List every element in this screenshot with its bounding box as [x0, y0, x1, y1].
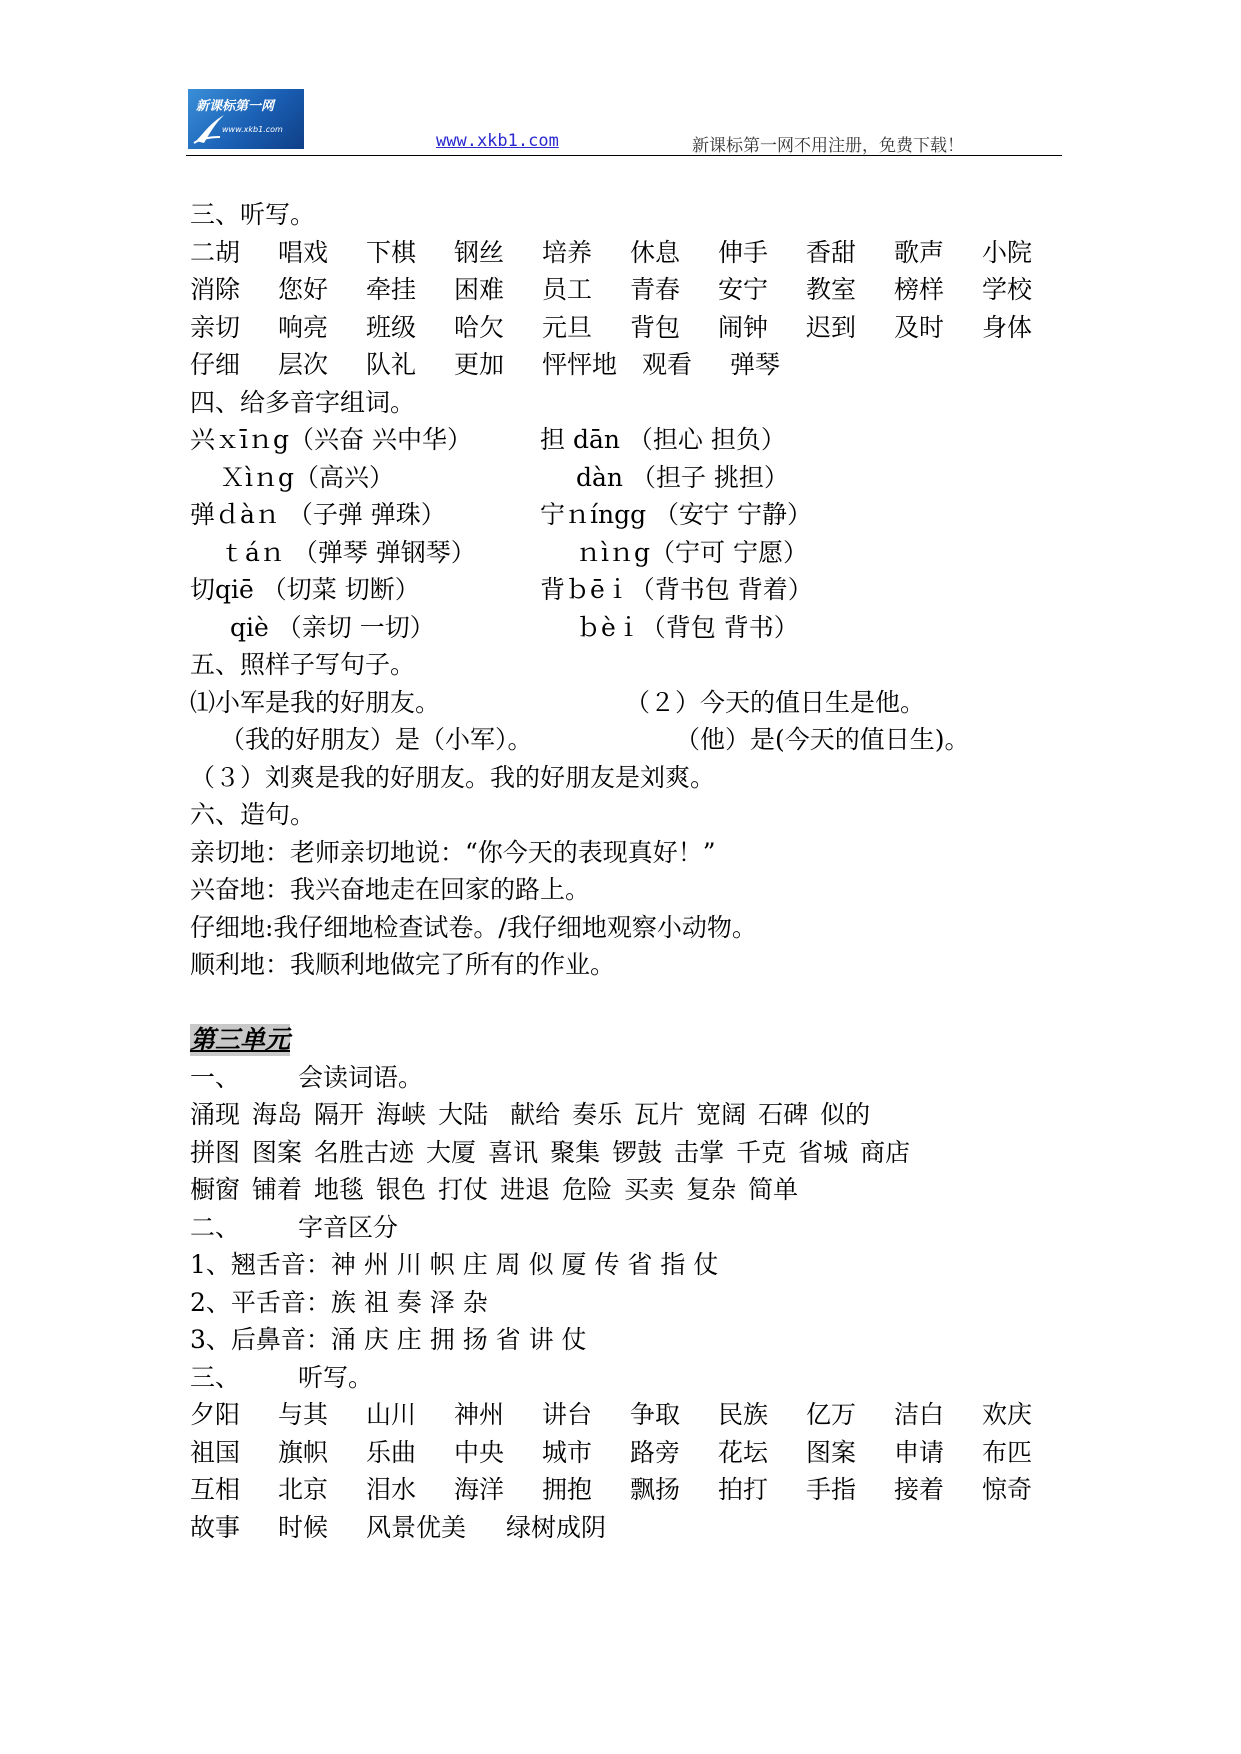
sentence: （我的好朋友）是（小军）。	[220, 725, 533, 754]
sentence-line	[190, 684, 1070, 722]
word: 简单	[748, 1175, 799, 1204]
word: 锣鼓	[612, 1137, 663, 1167]
word: 员工	[542, 275, 593, 304]
sentence: 顺利地：我顺利地做完了所有的作业。	[190, 950, 616, 979]
word: 石碑	[758, 1100, 809, 1129]
word: 怦怦地	[542, 350, 618, 379]
polyphone-line	[190, 459, 1070, 497]
polyphone-right: dàn （担子 挑担）	[576, 462, 789, 492]
polyphone-left: ｔáｎ （弹琴 弹钢琴）	[220, 537, 476, 567]
word: 青春	[630, 275, 681, 304]
word: 哈欠	[454, 312, 505, 342]
word: 小院	[982, 237, 1033, 267]
word: 拍打	[718, 1475, 769, 1504]
polyphone-line	[190, 421, 1070, 459]
polyphone-line	[190, 534, 1070, 572]
word: 学校	[982, 275, 1033, 304]
word: 讲台	[542, 1400, 593, 1429]
word: 与其	[278, 1400, 329, 1429]
word: 伸手	[718, 237, 769, 267]
word-row	[190, 1171, 1070, 1209]
word: 惊奇	[982, 1475, 1033, 1504]
polyphone-line	[190, 609, 1070, 647]
word: 商店	[860, 1137, 911, 1167]
word: 路旁	[630, 1437, 681, 1467]
word: 打仗	[438, 1175, 489, 1204]
word: 消除	[190, 275, 241, 304]
word: 牵挂	[366, 275, 417, 304]
word: 泪水	[366, 1475, 417, 1504]
sound-line: 3、后鼻音：涌 庆 庄 拥 扬 省 讲 仗	[190, 1325, 587, 1354]
section-heading	[190, 1059, 1070, 1097]
word: 涌现	[190, 1100, 241, 1129]
word: 仔细	[190, 350, 241, 379]
word: 宽阔	[696, 1100, 747, 1129]
word: 及时	[894, 312, 945, 342]
word-row	[190, 309, 1070, 347]
unit-title: 第三单元	[190, 1025, 291, 1054]
word: 闹钟	[718, 312, 769, 342]
sentence-line	[190, 721, 1070, 759]
polyphone-left: 切qiē （切菜 切断）	[190, 575, 420, 604]
polyphone-right: ｎìｎg（宁可 宁愿）	[576, 537, 808, 567]
heading-text: 听写。	[298, 1362, 374, 1392]
word: 故事	[190, 1512, 241, 1542]
word: 名胜古迹	[314, 1137, 415, 1167]
word: 海洋	[454, 1475, 505, 1504]
word: 神州	[454, 1400, 505, 1429]
word: 争取	[630, 1400, 681, 1429]
word: 击掌	[674, 1137, 725, 1167]
section-heading: 五、照样子写句子。	[190, 650, 416, 679]
word: 风景优美	[366, 1512, 467, 1542]
word: 城市	[542, 1437, 593, 1467]
word: 困难	[454, 275, 505, 304]
word: 献给	[510, 1100, 561, 1129]
polyphone-right: 背ｂēｉ（背书包 背着）	[540, 575, 813, 604]
word: 海峡	[376, 1100, 427, 1129]
word: 布匹	[982, 1437, 1033, 1467]
word: 唱戏	[278, 237, 329, 267]
word: 大厦	[426, 1137, 477, 1167]
word: 下棋	[366, 237, 417, 267]
word: 橱窗	[190, 1175, 241, 1204]
heading-text: 会读词语。	[298, 1062, 424, 1092]
polyphone-line	[190, 496, 1070, 534]
sound-line: 2、平舌音：族 祖 奏 泽 杂	[190, 1287, 488, 1317]
word: 亲切	[190, 312, 241, 342]
unit-title-line	[190, 1021, 1070, 1059]
word: 花坛	[718, 1437, 769, 1467]
word: 聚集	[550, 1137, 601, 1167]
document-body	[190, 196, 1070, 1546]
sentence: （他）是(今天的值日生)。	[675, 725, 970, 754]
word: 铺着	[252, 1175, 303, 1204]
word: 休息	[630, 237, 681, 267]
word-row	[190, 346, 1070, 384]
word-row	[190, 1396, 1070, 1434]
word: 图案	[252, 1137, 303, 1167]
word: 层次	[278, 350, 329, 379]
polyphone-right: 宁ｎíngg （安宁 宁静）	[540, 500, 812, 529]
word: 似的	[820, 1100, 871, 1129]
word: 乐曲	[366, 1437, 417, 1467]
word: 民族	[718, 1400, 769, 1429]
polyphone-left: 兴ｘīｎg（兴奋 兴中华）	[190, 425, 472, 454]
polyphone-right: 担 dān （担心 担负）	[540, 425, 786, 454]
logo-text: 新课标第一网	[196, 99, 275, 114]
word: 队礼	[366, 350, 417, 379]
sound-line: 1、翘舌音：神 州 川 帜 庄 周 似 厦 传 省 指 仗	[190, 1250, 719, 1279]
word: 拼图	[190, 1137, 241, 1167]
polyphone-left: qiè （亲切 一切）	[230, 612, 435, 642]
word: 亿万	[806, 1400, 857, 1429]
heading-number: 二、	[190, 1212, 241, 1242]
word: 夕阳	[190, 1400, 241, 1429]
section-heading: 六、造句。	[190, 800, 316, 829]
word: 申请	[894, 1437, 945, 1467]
section-heading: 四、给多音字组词。	[190, 387, 416, 417]
word: 山川	[366, 1400, 417, 1429]
heading-text: 字音区分	[298, 1212, 399, 1242]
word: 海岛	[252, 1100, 303, 1129]
word: 互相	[190, 1475, 241, 1504]
word: 瓦片	[634, 1100, 685, 1129]
word: 欢庆	[982, 1400, 1033, 1429]
section-heading	[190, 1209, 1070, 1247]
polyphone-left: 弹ｄàｎ （子弹 弹珠）	[190, 500, 446, 529]
word: 进退	[500, 1175, 551, 1204]
word: 教室	[806, 275, 857, 304]
word: 千克	[736, 1137, 787, 1167]
sentence: 仔细地:我仔细地检查试卷。/我仔细地观察小动物。	[190, 912, 757, 942]
word: 飘扬	[630, 1475, 681, 1504]
word: 祖国	[190, 1437, 241, 1467]
word-row	[190, 1434, 1070, 1472]
word: 大陆	[438, 1100, 489, 1129]
word: 培养	[542, 237, 593, 267]
word: 响亮	[278, 312, 329, 342]
word: 喜讯	[488, 1137, 539, 1167]
word: 迟到	[806, 312, 857, 342]
heading-number: 三、	[190, 1362, 241, 1392]
word: 元旦	[542, 312, 593, 342]
word: 二胡	[190, 237, 241, 267]
site-logo	[188, 89, 304, 149]
word: 拥抱	[542, 1475, 593, 1504]
word: 观看	[642, 350, 693, 379]
word: 买卖	[624, 1175, 675, 1204]
header-link[interactable]: www.xkb1.com	[436, 131, 559, 151]
word: 银色	[376, 1175, 427, 1204]
section-heading	[190, 1359, 1070, 1397]
sentence: 兴奋地：我兴奋地走在回家的路上。	[190, 875, 591, 904]
word: 背包	[630, 312, 681, 342]
header-rule	[186, 155, 1062, 156]
spacer	[190, 984, 1070, 1022]
polyphone-right: ｂèｉ（背包 背书）	[576, 612, 799, 642]
word: 安宁	[718, 275, 769, 304]
word: 弹琴	[730, 350, 781, 379]
word-row	[190, 1096, 1070, 1134]
word: 您好	[278, 275, 329, 304]
word: 北京	[278, 1475, 329, 1504]
word: 复杂	[686, 1175, 737, 1204]
sentence: ⑴小军是我的好朋友。	[190, 687, 441, 717]
word: 地毯	[314, 1175, 365, 1204]
word: 身体	[982, 312, 1033, 342]
heading-number: 一、	[190, 1062, 241, 1092]
word: 更加	[454, 350, 505, 379]
header-note: 新课标第一网不用注册，免费下载！	[692, 136, 964, 156]
word-row	[190, 271, 1070, 309]
word: 中央	[454, 1437, 505, 1467]
word: 时候	[278, 1512, 329, 1542]
word-row	[190, 1134, 1070, 1172]
sentence: （３）刘爽是我的好朋友。我的好朋友是刘爽。	[190, 762, 716, 792]
word: 旗帜	[278, 1437, 329, 1467]
word: 洁白	[894, 1400, 945, 1429]
polyphone-left: Ｘìｎg（高兴）	[220, 462, 394, 492]
word: 奏乐	[572, 1100, 623, 1129]
word-row	[190, 1509, 1070, 1547]
word: 危险	[562, 1175, 613, 1204]
word: 图案	[806, 1437, 857, 1467]
word: 接着	[894, 1475, 945, 1504]
polyphone-line	[190, 571, 1070, 609]
word-row	[190, 234, 1070, 272]
section-heading: 三、听写。	[190, 200, 316, 229]
word: 绿树成阴	[506, 1512, 607, 1542]
word: 手指	[806, 1475, 857, 1504]
word: 香甜	[806, 237, 857, 267]
logo-url: www.xkb1.com	[222, 125, 283, 134]
word-row	[190, 1471, 1070, 1509]
sentence: 亲切地：老师亲切地说：“你今天的表现真好！”	[190, 837, 716, 867]
sentence: （２）今天的值日生是他。	[625, 687, 926, 717]
word: 班级	[366, 312, 417, 342]
word: 省城	[798, 1137, 849, 1167]
word: 隔开	[314, 1100, 365, 1129]
word: 钢丝	[454, 237, 505, 267]
word: 歌声	[894, 237, 945, 267]
word: 榜样	[894, 275, 945, 304]
